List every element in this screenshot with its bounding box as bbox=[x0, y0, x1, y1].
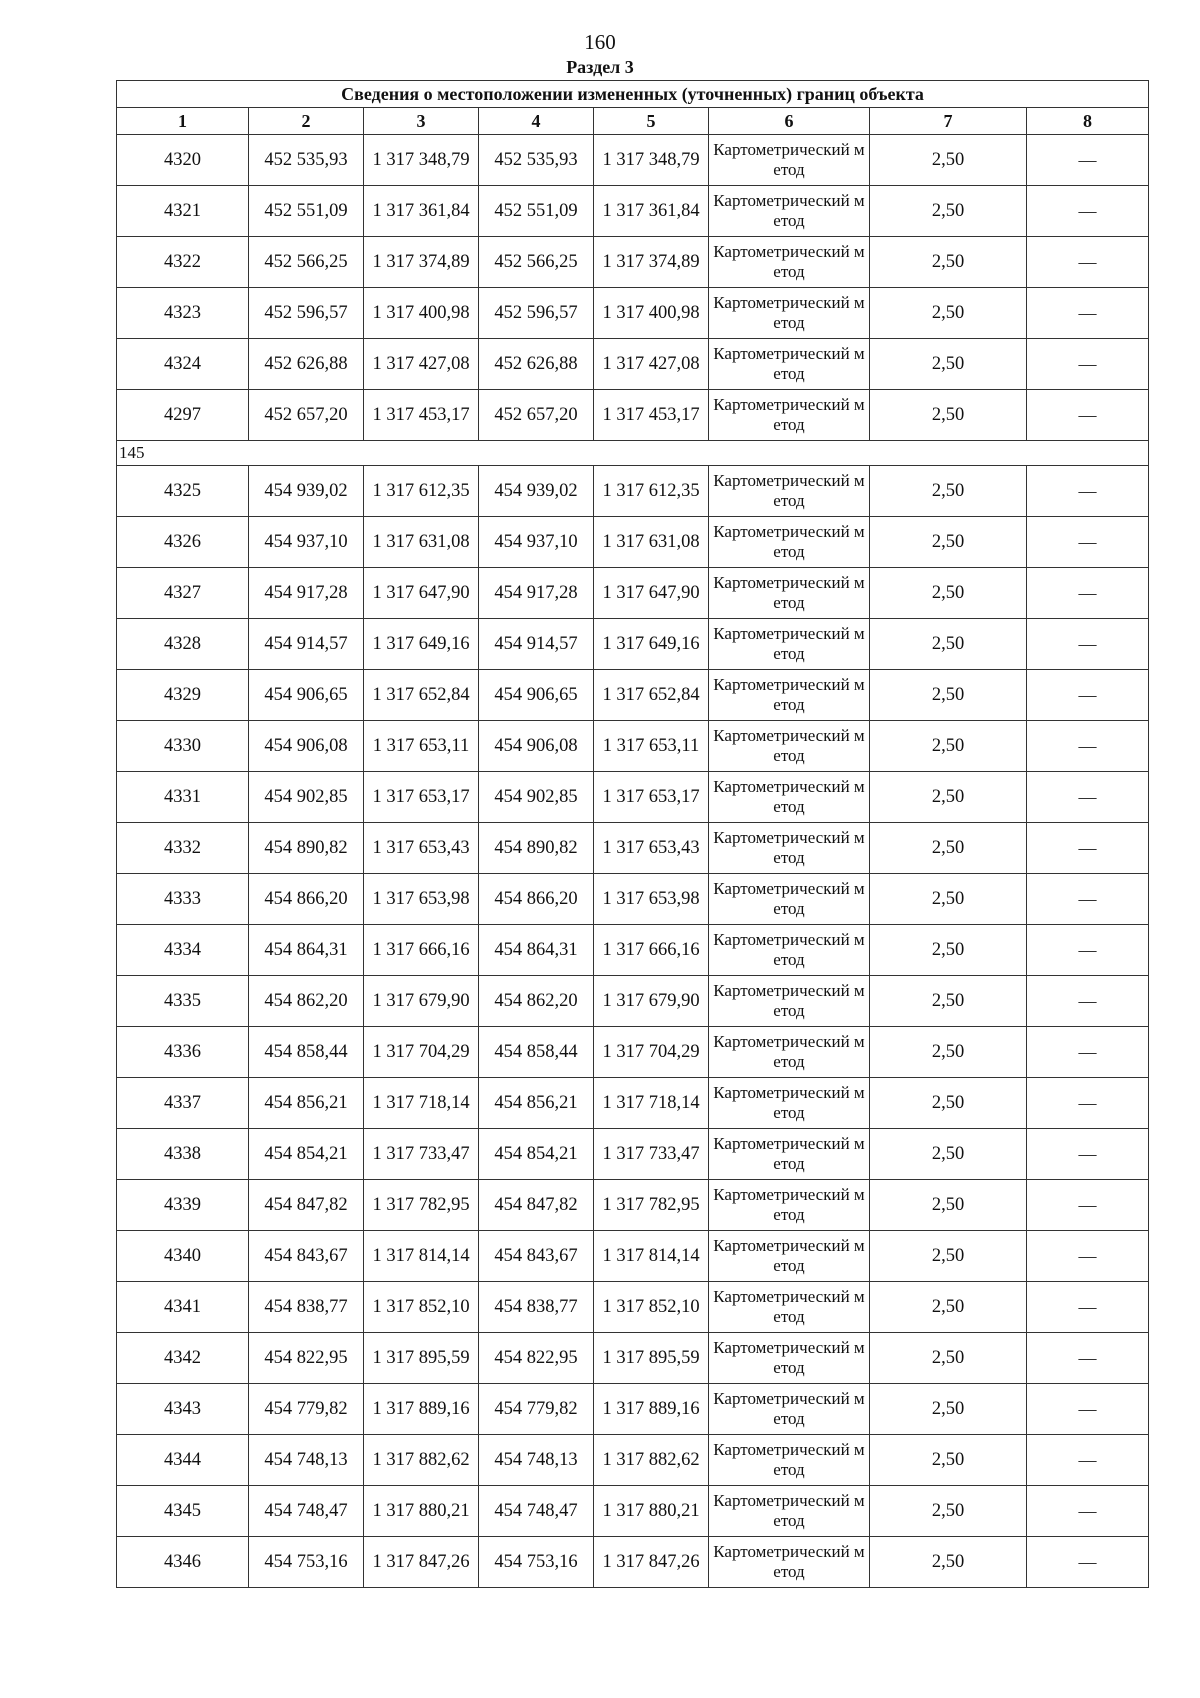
cell-method: Картометрический метод bbox=[709, 976, 870, 1027]
column-header-6: 6 bbox=[709, 108, 870, 135]
cell-description: — bbox=[1027, 772, 1149, 823]
cell-x-new: 454 862,20 bbox=[479, 976, 594, 1027]
cell-point-number: 4325 bbox=[117, 466, 249, 517]
table-row bbox=[117, 135, 1149, 186]
cell-description: — bbox=[1027, 976, 1149, 1027]
table-row bbox=[117, 237, 1149, 288]
cell-y-existing: 1 317 631,08 bbox=[364, 517, 479, 568]
cell-accuracy: 2,50 bbox=[870, 517, 1027, 568]
column-number-row bbox=[117, 108, 1149, 135]
cell-x-existing: 454 847,82 bbox=[249, 1180, 364, 1231]
cell-method: Картометрический метод bbox=[709, 619, 870, 670]
cell-description: — bbox=[1027, 1180, 1149, 1231]
cell-x-new: 454 858,44 bbox=[479, 1027, 594, 1078]
cell-x-new: 454 822,95 bbox=[479, 1333, 594, 1384]
table-row bbox=[117, 1486, 1149, 1537]
table-row bbox=[117, 568, 1149, 619]
cell-method: Картометрический метод bbox=[709, 1282, 870, 1333]
table-row bbox=[117, 1180, 1149, 1231]
cell-x-existing: 454 937,10 bbox=[249, 517, 364, 568]
cell-description: — bbox=[1027, 466, 1149, 517]
cell-method: Картометрический метод bbox=[709, 1486, 870, 1537]
cell-method: Картометрический метод bbox=[709, 339, 870, 390]
cell-description: — bbox=[1027, 517, 1149, 568]
cell-x-new: 452 566,25 bbox=[479, 237, 594, 288]
table-row bbox=[117, 823, 1149, 874]
cell-x-new: 454 906,65 bbox=[479, 670, 594, 721]
cell-point-number: 4320 bbox=[117, 135, 249, 186]
cell-point-number: 4327 bbox=[117, 568, 249, 619]
cell-accuracy: 2,50 bbox=[870, 1333, 1027, 1384]
cell-accuracy: 2,50 bbox=[870, 568, 1027, 619]
cell-y-existing: 1 317 374,89 bbox=[364, 237, 479, 288]
cell-description: — bbox=[1027, 1384, 1149, 1435]
table-body bbox=[117, 135, 1149, 1588]
cell-method: Картометрический метод bbox=[709, 186, 870, 237]
cell-x-new: 454 843,67 bbox=[479, 1231, 594, 1282]
cell-y-existing: 1 317 612,35 bbox=[364, 466, 479, 517]
cell-x-new: 452 596,57 bbox=[479, 288, 594, 339]
cell-description: — bbox=[1027, 619, 1149, 670]
cell-accuracy: 2,50 bbox=[870, 1231, 1027, 1282]
cell-y-existing: 1 317 704,29 bbox=[364, 1027, 479, 1078]
cell-x-existing: 454 753,16 bbox=[249, 1537, 364, 1588]
cell-accuracy: 2,50 bbox=[870, 874, 1027, 925]
cell-point-number: 4336 bbox=[117, 1027, 249, 1078]
cell-method: Картометрический метод bbox=[709, 1180, 870, 1231]
cell-point-number: 4337 bbox=[117, 1078, 249, 1129]
cell-description: — bbox=[1027, 1435, 1149, 1486]
cell-y-new: 1 317 649,16 bbox=[594, 619, 709, 670]
cell-method: Картометрический метод bbox=[709, 568, 870, 619]
table-row bbox=[117, 1078, 1149, 1129]
cell-x-new: 454 847,82 bbox=[479, 1180, 594, 1231]
cell-accuracy: 2,50 bbox=[870, 339, 1027, 390]
cell-y-existing: 1 317 880,21 bbox=[364, 1486, 479, 1537]
cell-accuracy: 2,50 bbox=[870, 237, 1027, 288]
cell-x-existing: 454 748,13 bbox=[249, 1435, 364, 1486]
cell-y-new: 1 317 782,95 bbox=[594, 1180, 709, 1231]
cell-method: Картометрический метод bbox=[709, 466, 870, 517]
group-label: 145 bbox=[117, 441, 1149, 466]
table-row bbox=[117, 1537, 1149, 1588]
column-header-1: 1 bbox=[117, 108, 249, 135]
cell-x-new: 454 866,20 bbox=[479, 874, 594, 925]
cell-x-new: 452 535,93 bbox=[479, 135, 594, 186]
cell-y-new: 1 317 647,90 bbox=[594, 568, 709, 619]
cell-accuracy: 2,50 bbox=[870, 1027, 1027, 1078]
cell-y-existing: 1 317 400,98 bbox=[364, 288, 479, 339]
cell-x-existing: 452 551,09 bbox=[249, 186, 364, 237]
cell-method: Картометрический метод bbox=[709, 135, 870, 186]
cell-y-new: 1 317 612,35 bbox=[594, 466, 709, 517]
cell-x-new: 452 551,09 bbox=[479, 186, 594, 237]
cell-x-existing: 452 626,88 bbox=[249, 339, 364, 390]
cell-y-existing: 1 317 652,84 bbox=[364, 670, 479, 721]
cell-x-existing: 454 838,77 bbox=[249, 1282, 364, 1333]
cell-x-new: 454 914,57 bbox=[479, 619, 594, 670]
cell-y-existing: 1 317 653,11 bbox=[364, 721, 479, 772]
cell-description: — bbox=[1027, 1486, 1149, 1537]
cell-accuracy: 2,50 bbox=[870, 670, 1027, 721]
cell-y-existing: 1 317 361,84 bbox=[364, 186, 479, 237]
cell-x-existing: 454 906,08 bbox=[249, 721, 364, 772]
cell-x-existing: 454 902,85 bbox=[249, 772, 364, 823]
cell-y-existing: 1 317 814,14 bbox=[364, 1231, 479, 1282]
cell-y-existing: 1 317 453,17 bbox=[364, 390, 479, 441]
cell-accuracy: 2,50 bbox=[870, 288, 1027, 339]
cell-y-existing: 1 317 895,59 bbox=[364, 1333, 479, 1384]
cell-description: — bbox=[1027, 925, 1149, 976]
cell-accuracy: 2,50 bbox=[870, 1435, 1027, 1486]
cell-x-existing: 454 858,44 bbox=[249, 1027, 364, 1078]
cell-x-existing: 454 862,20 bbox=[249, 976, 364, 1027]
cell-y-new: 1 317 400,98 bbox=[594, 288, 709, 339]
table-row bbox=[117, 976, 1149, 1027]
cell-y-new: 1 317 653,11 bbox=[594, 721, 709, 772]
cell-y-new: 1 317 631,08 bbox=[594, 517, 709, 568]
cell-point-number: 4339 bbox=[117, 1180, 249, 1231]
cell-x-new: 452 657,20 bbox=[479, 390, 594, 441]
cell-x-new: 454 838,77 bbox=[479, 1282, 594, 1333]
cell-method: Картометрический метод bbox=[709, 1129, 870, 1180]
cell-x-new: 454 864,31 bbox=[479, 925, 594, 976]
cell-x-existing: 452 596,57 bbox=[249, 288, 364, 339]
section-title: Раздел 3 bbox=[566, 57, 634, 77]
cell-y-new: 1 317 348,79 bbox=[594, 135, 709, 186]
cell-point-number: 4330 bbox=[117, 721, 249, 772]
cell-y-existing: 1 317 679,90 bbox=[364, 976, 479, 1027]
cell-y-existing: 1 317 882,62 bbox=[364, 1435, 479, 1486]
cell-y-existing: 1 317 852,10 bbox=[364, 1282, 479, 1333]
cell-description: — bbox=[1027, 1078, 1149, 1129]
cell-y-existing: 1 317 653,17 bbox=[364, 772, 479, 823]
table-row bbox=[117, 186, 1149, 237]
cell-description: — bbox=[1027, 135, 1149, 186]
cell-point-number: 4345 bbox=[117, 1486, 249, 1537]
cell-x-new: 454 902,85 bbox=[479, 772, 594, 823]
column-header-8: 8 bbox=[1027, 108, 1149, 135]
cell-x-existing: 454 748,47 bbox=[249, 1486, 364, 1537]
cell-x-new: 454 854,21 bbox=[479, 1129, 594, 1180]
table-row bbox=[117, 1435, 1149, 1486]
cell-accuracy: 2,50 bbox=[870, 466, 1027, 517]
cell-accuracy: 2,50 bbox=[870, 135, 1027, 186]
cell-accuracy: 2,50 bbox=[870, 1384, 1027, 1435]
cell-point-number: 4323 bbox=[117, 288, 249, 339]
group-label-row bbox=[117, 441, 1149, 466]
cell-description: — bbox=[1027, 670, 1149, 721]
cell-x-existing: 452 535,93 bbox=[249, 135, 364, 186]
cell-x-new: 454 939,02 bbox=[479, 466, 594, 517]
cell-description: — bbox=[1027, 339, 1149, 390]
cell-description: — bbox=[1027, 1231, 1149, 1282]
cell-method: Картометрический метод bbox=[709, 237, 870, 288]
cell-y-new: 1 317 880,21 bbox=[594, 1486, 709, 1537]
cell-y-existing: 1 317 649,16 bbox=[364, 619, 479, 670]
cell-point-number: 4332 bbox=[117, 823, 249, 874]
cell-accuracy: 2,50 bbox=[870, 823, 1027, 874]
cell-point-number: 4346 bbox=[117, 1537, 249, 1588]
column-header-4: 4 bbox=[479, 108, 594, 135]
cell-accuracy: 2,50 bbox=[870, 925, 1027, 976]
cell-y-existing: 1 317 847,26 bbox=[364, 1537, 479, 1588]
cell-method: Картометрический метод bbox=[709, 1231, 870, 1282]
table-row bbox=[117, 1282, 1149, 1333]
table-row bbox=[117, 670, 1149, 721]
cell-point-number: 4343 bbox=[117, 1384, 249, 1435]
cell-method: Картометрический метод bbox=[709, 1078, 870, 1129]
table-row bbox=[117, 1333, 1149, 1384]
cell-point-number: 4342 bbox=[117, 1333, 249, 1384]
column-header-5: 5 bbox=[594, 108, 709, 135]
cell-accuracy: 2,50 bbox=[870, 619, 1027, 670]
cell-accuracy: 2,50 bbox=[870, 976, 1027, 1027]
cell-method: Картометрический метод bbox=[709, 390, 870, 441]
cell-description: — bbox=[1027, 1333, 1149, 1384]
cell-y-new: 1 317 374,89 bbox=[594, 237, 709, 288]
cell-description: — bbox=[1027, 390, 1149, 441]
cell-x-new: 454 779,82 bbox=[479, 1384, 594, 1435]
cell-x-existing: 454 890,82 bbox=[249, 823, 364, 874]
cell-y-existing: 1 317 718,14 bbox=[364, 1078, 479, 1129]
cell-y-new: 1 317 653,43 bbox=[594, 823, 709, 874]
cell-description: — bbox=[1027, 186, 1149, 237]
cell-point-number: 4324 bbox=[117, 339, 249, 390]
cell-y-new: 1 317 882,62 bbox=[594, 1435, 709, 1486]
cell-x-new: 454 753,16 bbox=[479, 1537, 594, 1588]
cell-point-number: 4341 bbox=[117, 1282, 249, 1333]
cell-point-number: 4326 bbox=[117, 517, 249, 568]
cell-method: Картометрический метод bbox=[709, 1537, 870, 1588]
cell-y-existing: 1 317 427,08 bbox=[364, 339, 479, 390]
cell-x-existing: 454 917,28 bbox=[249, 568, 364, 619]
cell-accuracy: 2,50 bbox=[870, 1282, 1027, 1333]
cell-x-new: 454 748,47 bbox=[479, 1486, 594, 1537]
cell-x-existing: 454 914,57 bbox=[249, 619, 364, 670]
table-row bbox=[117, 1231, 1149, 1282]
column-header-2: 2 bbox=[249, 108, 364, 135]
boundary-coordinates-table bbox=[116, 80, 1149, 1588]
cell-accuracy: 2,50 bbox=[870, 772, 1027, 823]
cell-accuracy: 2,50 bbox=[870, 1486, 1027, 1537]
table-row bbox=[117, 288, 1149, 339]
cell-method: Картометрический метод bbox=[709, 925, 870, 976]
cell-y-new: 1 317 847,26 bbox=[594, 1537, 709, 1588]
cell-method: Картометрический метод bbox=[709, 670, 870, 721]
cell-y-new: 1 317 704,29 bbox=[594, 1027, 709, 1078]
cell-y-new: 1 317 653,98 bbox=[594, 874, 709, 925]
cell-x-existing: 454 854,21 bbox=[249, 1129, 364, 1180]
cell-y-existing: 1 317 647,90 bbox=[364, 568, 479, 619]
cell-accuracy: 2,50 bbox=[870, 1078, 1027, 1129]
cell-y-new: 1 317 666,16 bbox=[594, 925, 709, 976]
cell-method: Картометрический метод bbox=[709, 1333, 870, 1384]
cell-accuracy: 2,50 bbox=[870, 721, 1027, 772]
cell-method: Картометрический метод bbox=[709, 288, 870, 339]
cell-y-new: 1 317 453,17 bbox=[594, 390, 709, 441]
cell-point-number: 4297 bbox=[117, 390, 249, 441]
cell-x-new: 454 890,82 bbox=[479, 823, 594, 874]
table-caption: Сведения о местоположении измененных (уточненных) границ объекта bbox=[117, 81, 1149, 108]
cell-accuracy: 2,50 bbox=[870, 390, 1027, 441]
cell-point-number: 4338 bbox=[117, 1129, 249, 1180]
table-row bbox=[117, 517, 1149, 568]
cell-accuracy: 2,50 bbox=[870, 1180, 1027, 1231]
table-row bbox=[117, 925, 1149, 976]
cell-x-new: 454 917,28 bbox=[479, 568, 594, 619]
cell-description: — bbox=[1027, 874, 1149, 925]
cell-point-number: 4331 bbox=[117, 772, 249, 823]
cell-point-number: 4344 bbox=[117, 1435, 249, 1486]
cell-method: Картометрический метод bbox=[709, 772, 870, 823]
cell-accuracy: 2,50 bbox=[870, 1537, 1027, 1588]
cell-y-new: 1 317 852,10 bbox=[594, 1282, 709, 1333]
cell-description: — bbox=[1027, 568, 1149, 619]
cell-y-new: 1 317 652,84 bbox=[594, 670, 709, 721]
cell-y-new: 1 317 427,08 bbox=[594, 339, 709, 390]
table-row bbox=[117, 721, 1149, 772]
table-row bbox=[117, 1129, 1149, 1180]
table-row bbox=[117, 874, 1149, 925]
cell-y-existing: 1 317 653,98 bbox=[364, 874, 479, 925]
cell-point-number: 4334 bbox=[117, 925, 249, 976]
cell-y-existing: 1 317 733,47 bbox=[364, 1129, 479, 1180]
cell-y-existing: 1 317 666,16 bbox=[364, 925, 479, 976]
cell-description: — bbox=[1027, 1537, 1149, 1588]
table-row bbox=[117, 772, 1149, 823]
cell-description: — bbox=[1027, 823, 1149, 874]
cell-y-new: 1 317 895,59 bbox=[594, 1333, 709, 1384]
cell-description: — bbox=[1027, 1129, 1149, 1180]
cell-x-existing: 454 779,82 bbox=[249, 1384, 364, 1435]
cell-method: Картометрический метод bbox=[709, 1384, 870, 1435]
cell-x-existing: 454 822,95 bbox=[249, 1333, 364, 1384]
cell-x-new: 454 937,10 bbox=[479, 517, 594, 568]
cell-accuracy: 2,50 bbox=[870, 1129, 1027, 1180]
cell-x-existing: 454 906,65 bbox=[249, 670, 364, 721]
cell-description: — bbox=[1027, 237, 1149, 288]
cell-y-existing: 1 317 348,79 bbox=[364, 135, 479, 186]
cell-x-existing: 454 843,67 bbox=[249, 1231, 364, 1282]
cell-point-number: 4340 bbox=[117, 1231, 249, 1282]
cell-x-existing: 454 864,31 bbox=[249, 925, 364, 976]
cell-method: Картометрический метод bbox=[709, 823, 870, 874]
cell-point-number: 4328 bbox=[117, 619, 249, 670]
cell-y-new: 1 317 718,14 bbox=[594, 1078, 709, 1129]
column-header-3: 3 bbox=[364, 108, 479, 135]
cell-y-new: 1 317 733,47 bbox=[594, 1129, 709, 1180]
table-row bbox=[117, 466, 1149, 517]
cell-method: Картометрический метод bbox=[709, 517, 870, 568]
cell-y-new: 1 317 679,90 bbox=[594, 976, 709, 1027]
table-row bbox=[117, 1384, 1149, 1435]
cell-x-new: 452 626,88 bbox=[479, 339, 594, 390]
cell-point-number: 4321 bbox=[117, 186, 249, 237]
cell-x-new: 454 906,08 bbox=[479, 721, 594, 772]
page-number: 160 bbox=[584, 30, 616, 54]
cell-x-existing: 454 856,21 bbox=[249, 1078, 364, 1129]
column-header-7: 7 bbox=[870, 108, 1027, 135]
cell-x-new: 454 856,21 bbox=[479, 1078, 594, 1129]
cell-point-number: 4329 bbox=[117, 670, 249, 721]
cell-description: — bbox=[1027, 288, 1149, 339]
cell-x-existing: 452 657,20 bbox=[249, 390, 364, 441]
cell-method: Картометрический метод bbox=[709, 721, 870, 772]
cell-method: Картометрический метод bbox=[709, 874, 870, 925]
cell-method: Картометрический метод bbox=[709, 1435, 870, 1486]
cell-point-number: 4333 bbox=[117, 874, 249, 925]
cell-description: — bbox=[1027, 1282, 1149, 1333]
cell-description: — bbox=[1027, 1027, 1149, 1078]
cell-y-existing: 1 317 653,43 bbox=[364, 823, 479, 874]
cell-y-existing: 1 317 889,16 bbox=[364, 1384, 479, 1435]
cell-y-new: 1 317 814,14 bbox=[594, 1231, 709, 1282]
cell-method: Картометрический метод bbox=[709, 1027, 870, 1078]
cell-y-new: 1 317 653,17 bbox=[594, 772, 709, 823]
cell-point-number: 4335 bbox=[117, 976, 249, 1027]
cell-description: — bbox=[1027, 721, 1149, 772]
table-row bbox=[117, 619, 1149, 670]
cell-y-new: 1 317 889,16 bbox=[594, 1384, 709, 1435]
cell-y-new: 1 317 361,84 bbox=[594, 186, 709, 237]
cell-x-existing: 454 866,20 bbox=[249, 874, 364, 925]
cell-x-existing: 454 939,02 bbox=[249, 466, 364, 517]
cell-x-existing: 452 566,25 bbox=[249, 237, 364, 288]
table-row bbox=[117, 339, 1149, 390]
cell-y-existing: 1 317 782,95 bbox=[364, 1180, 479, 1231]
cell-accuracy: 2,50 bbox=[870, 186, 1027, 237]
cell-x-new: 454 748,13 bbox=[479, 1435, 594, 1486]
table-row bbox=[117, 1027, 1149, 1078]
table-row bbox=[117, 390, 1149, 441]
cell-point-number: 4322 bbox=[117, 237, 249, 288]
